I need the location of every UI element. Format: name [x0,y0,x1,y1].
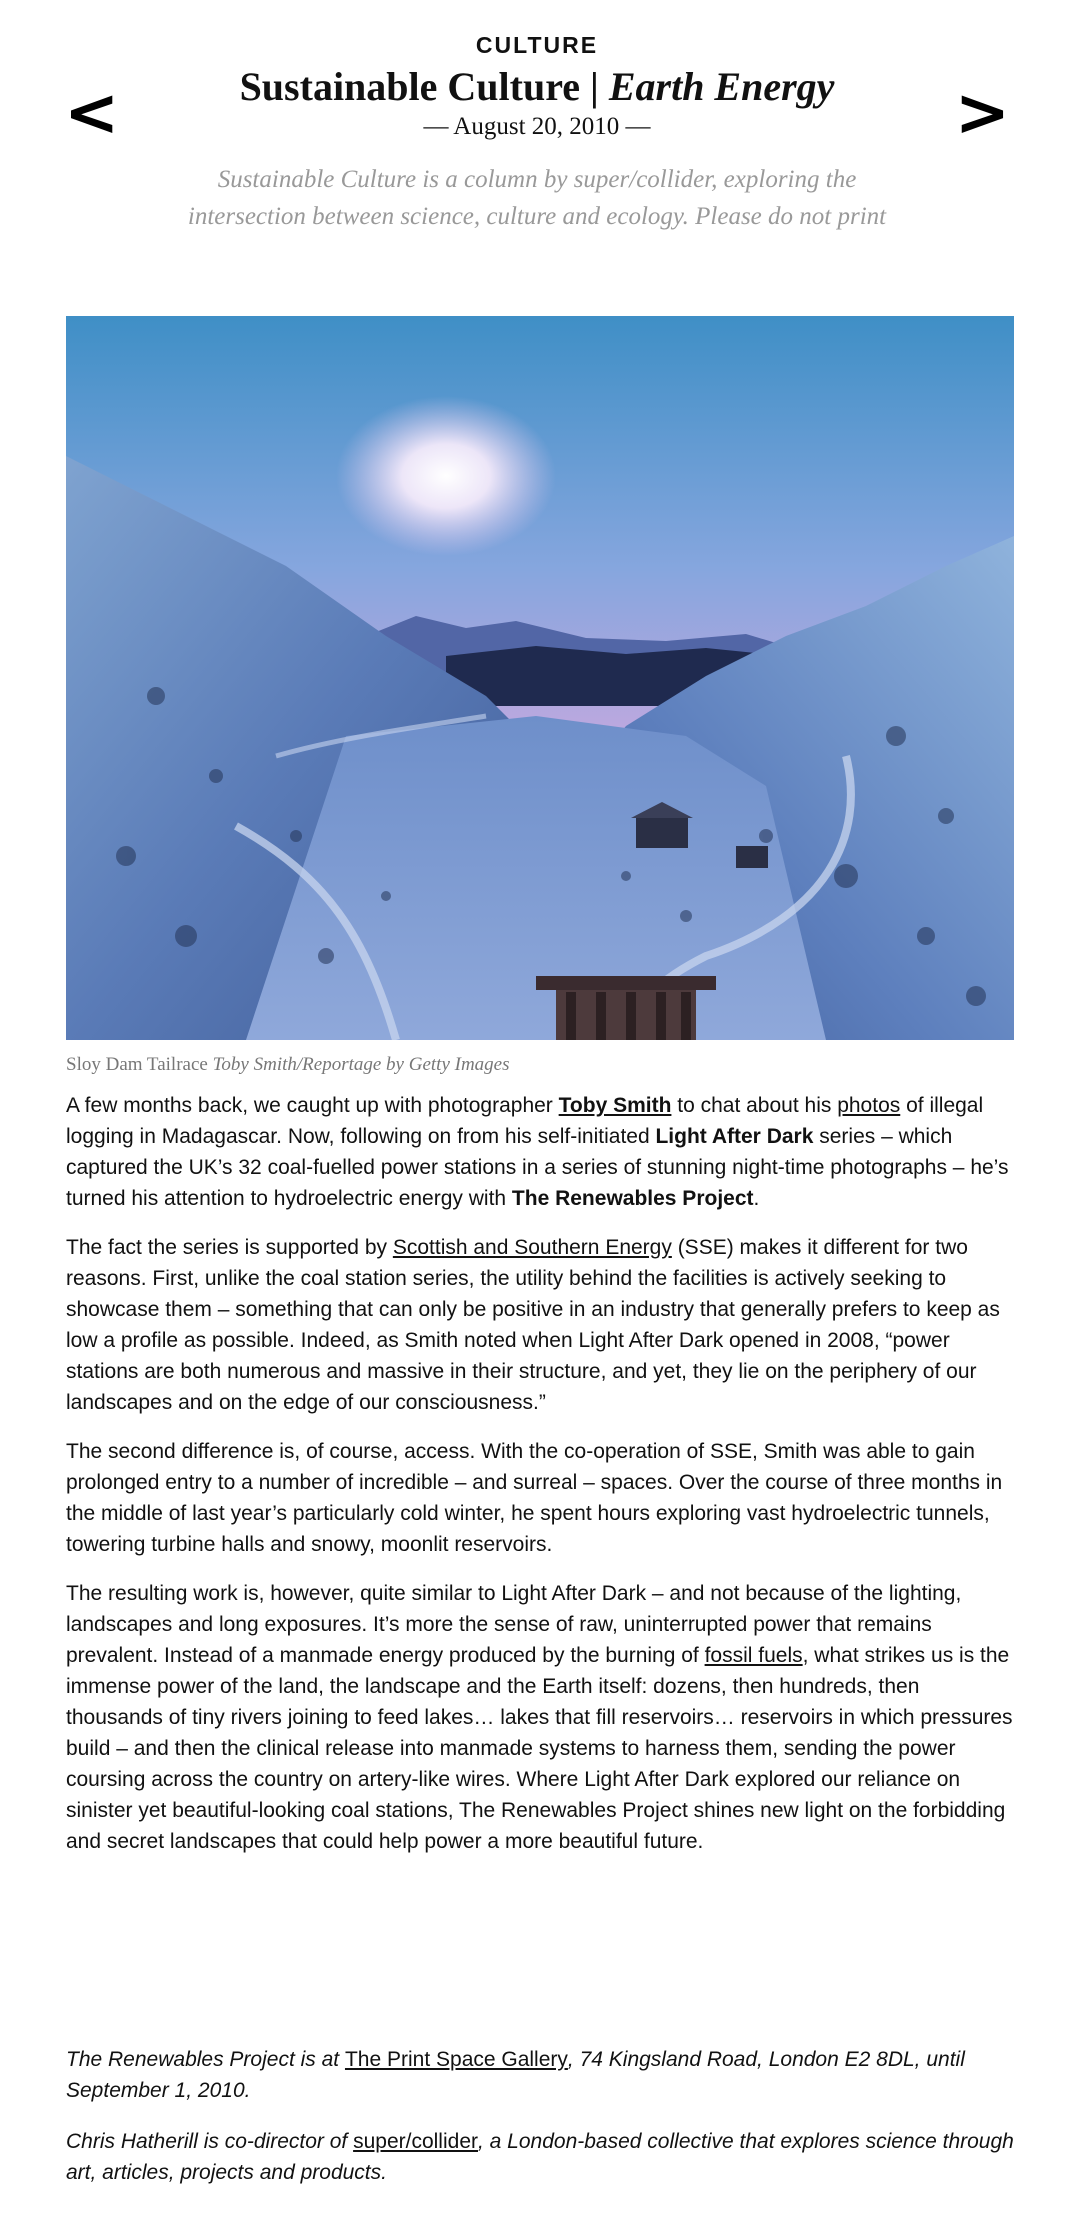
paragraph-3: The second difference is, of course, access. With the co-operation of SSE, Smith was able to gain prolonged entry to a number of incredible – and surreal – spaces. Over the course of three months in the middle of last year’s particularly cold winter, he spent hours exploring vast hydroelectric tunnels, towering turbine halls and snowy, moonlit reservoirs. [66,1440,1003,1556]
super-collider-link[interactable]: super/collider [353,2130,478,2153]
note2-text-1: Chris Hatherill is co-director of [66,2130,354,2153]
p1-text-1: A few months back, we caught up with photographer [66,1094,559,1117]
previous-article-arrow[interactable]: < [64,74,120,151]
p1-text-2: to chat about his [671,1094,838,1117]
next-article-arrow[interactable]: > [954,74,1010,151]
exhibition-note [66,2044,1016,2106]
article-footer [66,2044,1016,2208]
article-title [150,63,924,111]
article-date: — August 20, 2010 — [423,113,651,140]
p4-text-2: , what strikes us is the immense power of the land, the landscape and the Earth itself: dozens, then hundreds, then thousands of tiny rivers joining to feed lakes… lakes that fill reservoirs… reservoirs in which pressures build – and then the clinical release into manmade systems to harness them, sending the power coursing across the country on artery-like wires. Where Light After Dark explored our reliance on sinister yet beautiful-looking coal stations, The Renewables Project shines new light on the forbidding and secret landscapes that could help power a more beautiful future. [66,1644,1013,1853]
title-main: Sustainable Culture | [239,64,609,109]
caption-credit: Toby Smith/Reportage by Getty Images [212,1054,510,1075]
note1-text-2: , 74 Kingsland Road, London E2 8DL, until September 1, 2010. [66,2048,965,2102]
p2-text-1: The fact the series is supported by [66,1236,393,1259]
author-note [66,2126,1016,2188]
p1-text-5: . [753,1187,760,1210]
column-intro: Sustainable Culture is a column by super/collider, exploring the intersection between science, culture and ecology. Please do not print [187,166,887,230]
paragraph-1 [66,1090,1016,1214]
p2-text-2: (SSE) makes it different for two reasons. First, unlike the coal station series, the utility behind the facilities is actively seeking to showcase them – something that can only be positive in an industry that generally prefers to keep as low a profile as possible. Indeed, as Smith noted when Light After Dark opened in 2008, “power stations are both numerous and massive in their structure, and yet, they lie on the periphery of our landscapes and on the edge of our consciousness.” [66,1236,1000,1414]
title-sub: Earth Energy [608,64,835,109]
sse-link[interactable]: Scottish and Southern Energy [392,1236,672,1259]
article-header [150,30,924,235]
hero-photo [66,316,1014,1040]
fossil-fuels-link[interactable]: fossil fuels [704,1644,803,1667]
paragraph-4 [66,1578,1016,1857]
p4-text-1: The resulting work is, however, quite similar to Light After Dark – and not because of the lighting, landscapes and long exposures. It’s more the sense of raw, uninterrupted power that remains prevalent. Instead of a manmade energy produced by the burning of [66,1582,962,1667]
article-body [66,1090,1016,1875]
photos-link[interactable]: photos [837,1094,901,1117]
section-label[interactable]: CULTURE [475,32,599,58]
print-space-gallery-link[interactable]: The Print Space Gallery [344,2048,568,2071]
renewables-project-bold: The Renewables Project [511,1187,754,1210]
note2-text-2: , a London-based collective that explores science through art, articles, projects and products. [66,2130,1014,2184]
sloy-dam-photo-illustration [66,316,1014,1040]
caption-title: Sloy Dam Tailrace [66,1054,208,1075]
toby-smith-link[interactable]: Toby Smith [558,1094,672,1117]
note1-text-1: The Renewables Project is at [66,2048,345,2071]
paragraph-2 [66,1232,1016,1418]
photo-caption [66,1054,510,1076]
light-after-dark-bold: Light After Dark [655,1125,814,1148]
p1-text-4: series – which captured the UK’s 32 coal-fuelled power stations in a series of stunning night-time photographs – he’s turned his attention to hydroelectric energy with [66,1125,1009,1210]
p1-text-3: of illegal logging in Madagascar. Now, following on from his self-initiated [66,1094,984,1148]
